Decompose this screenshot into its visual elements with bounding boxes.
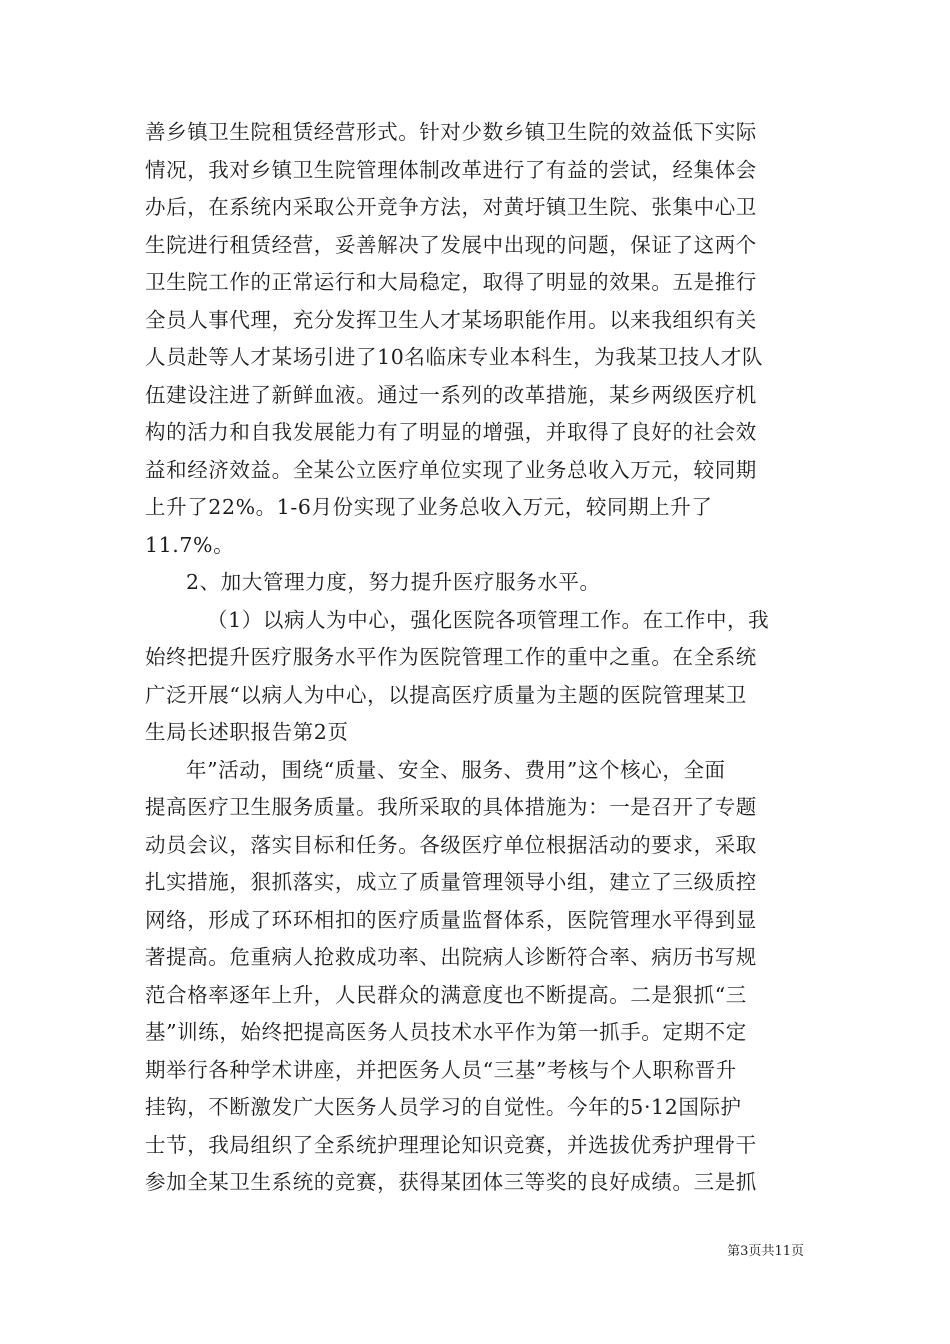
text-line: 生院进行租赁经营，妥善解决了发展中出现的问题，保证了这两个: [145, 232, 757, 257]
page-number: 第3页共11页: [727, 1244, 804, 1259]
text-line: 提高医疗卫生服务质量。我所采取的具体措施为：一是召开了专题: [145, 795, 757, 819]
text-line: 广泛开展“以病人为中心，以提高医疗质量为主题的医院管理某卫: [145, 682, 747, 707]
text-line: 11.7%。: [145, 532, 235, 557]
body-text: [145, 114, 805, 1202]
text-line: 构的活力和自我发展能力有了明显的增强，并取得了良好的社会效: [145, 420, 757, 444]
text-line: 上升了22%。1-6月份实现了业务总收入万元，较同期上升了: [145, 495, 713, 519]
text-line: 网络，形成了环环相扣的医疗质量监督体系，医院管理水平得到显: [145, 907, 757, 932]
text-line: 情况，我对乡镇卫生院管理体制改革进行了有益的尝试，经集体会: [145, 157, 757, 182]
text-line: 士节，我局组织了全系统护理理论知识竞赛，并选拔优秀护理骨干: [145, 1132, 757, 1157]
text-line: 期举行各种学术讲座，并把医务人员“三基”考核与个人职称晋升: [145, 1057, 737, 1082]
text-line: 善乡镇卫生院租赁经营形式。针对少数乡镇卫生院的效益低下实际: [145, 120, 757, 144]
text-line: 挂钩，不断激发广大医务人员学习的自觉性。今年的5·12国际护: [145, 1095, 742, 1119]
text-line: 伍建设注进了新鲜血液。通过一系列的改革措施，某乡两级医疗机: [145, 382, 757, 407]
text-line: 卫生院工作的正常运行和大局稳定，取得了明显的效果。五是推行: [145, 270, 757, 294]
subsection-heading: （1）以病人为中心，强化医院各项管理工作。在工作中，我: [207, 607, 770, 632]
text-line: 参加全某卫生系统的竞赛，获得某团体三等奖的良好成绩。三是抓: [145, 1170, 757, 1194]
section-heading: 2、加大管理力度，努力提升医疗服务水平。: [186, 570, 601, 594]
text-line: 始终把提升医疗服务水平作为医院管理工作的重中之重。在全系统: [145, 645, 757, 669]
text-line: 益和经济效益。全某公立医疗单位实现了业务总收入万元，较同期: [145, 457, 757, 482]
text-line: 全员人事代理，充分发挥卫生人才某场职能作用。以来我组织有关: [145, 307, 757, 332]
text-line: 基”训练，始终把提高医务人员技术水平作为第一抓手。定期不定: [145, 1020, 747, 1044]
text-line: 著提高。危重病人抢救成功率、出院病人诊断符合率、病历书写规: [145, 945, 757, 969]
text-line: 办后，在系统内采取公开竞争方法，对黄圩镇卫生院、张集中心卫: [145, 195, 757, 219]
text-line: 生局长述职报告第2页: [145, 720, 349, 744]
text-line: 范合格率逐年上升，人民群众的满意度也不断提高。二是狠抓“三: [145, 982, 747, 1007]
text-line: 人员赴等人才某场引进了10名临床专业本科生，为我某卫技人才队: [145, 345, 764, 369]
text-line: 扎实措施，狠抓落实，成立了质量管理领导小组，建立了三级质控: [145, 870, 757, 894]
text-line: 年”活动，围绕“质量、安全、服务、费用”这个核心，全面: [186, 757, 726, 782]
text-line: 动员会议，落实目标和任务。各级医疗单位根据活动的要求，采取: [145, 832, 757, 857]
